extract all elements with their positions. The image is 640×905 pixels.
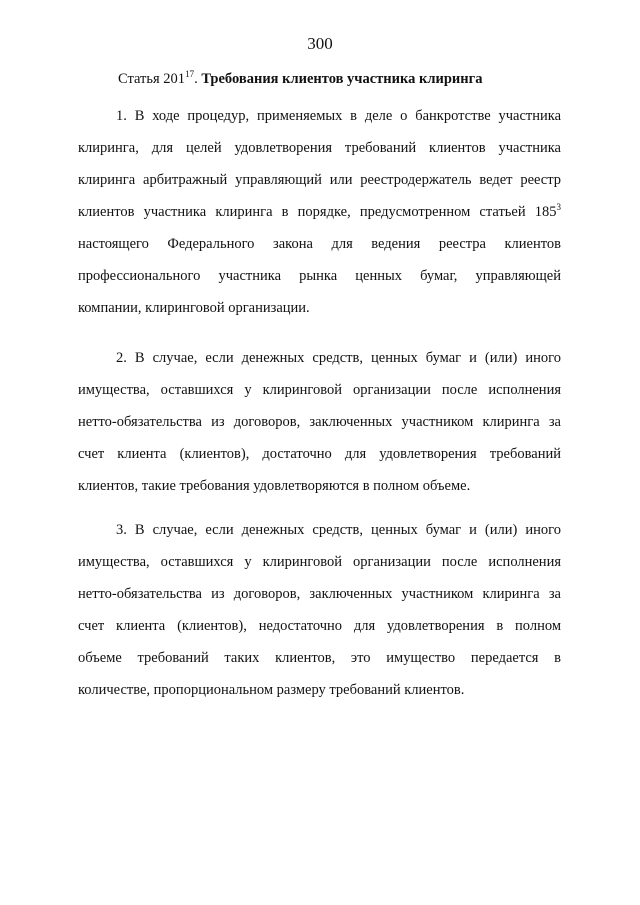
paragraph-line: клиентов, такие требования удовлетворяются в полном объеме.	[78, 478, 471, 494]
paragraph-line: компании, клиринговой организации.	[78, 300, 310, 316]
paragraph-line: 2. В случае, если денежных средств, ценных бумаг и (или) иного	[116, 350, 561, 366]
paragraph-1	[78, 100, 561, 324]
article-number-superscript: 17	[185, 69, 195, 79]
paragraph-line: счет клиента (клиентов), недостаточно для удовлетворения в полном	[78, 618, 561, 634]
paragraph-line: клиринга арбитражный управляющий или реестродержатель ведет реестр	[78, 172, 561, 188]
paragraph-line: счет клиента (клиентов), достаточно для удовлетворения требований	[78, 446, 561, 462]
paragraph-line-text: клиентов участника клиринга в порядке, предусмотренном статьей 185	[78, 204, 557, 220]
paragraph-3	[78, 514, 561, 706]
article-title: Требования клиентов участника клиринга	[201, 71, 483, 87]
paragraph-line: количестве, пропорциональном размеру требований клиентов.	[78, 682, 465, 698]
paragraph-line: имущества, оставшихся у клиринговой организации после исполнения	[78, 554, 561, 570]
paragraph-line	[78, 196, 561, 228]
article-number: Статья 201	[118, 71, 186, 87]
article-heading-dot: .	[194, 71, 202, 87]
paragraph-2	[78, 342, 561, 502]
paragraph-line: клиринга, для целей удовлетворения требований клиентов участника	[78, 140, 561, 156]
paragraph-line: имущества, оставшихся у клиринговой организации после исполнения	[78, 382, 561, 398]
article-heading	[118, 70, 482, 88]
page-number: 300	[307, 34, 333, 53]
paragraph-line: нетто-обязательства из договоров, заключенных участником клиринга за	[78, 414, 561, 430]
paragraph-line: 1. В ходе процедур, применяемых в деле о банкротстве участника	[116, 108, 561, 124]
article-ref-superscript: 3	[556, 202, 561, 212]
paragraph-line: нетто-обязательства из договоров, заключенных участником клиринга за	[78, 586, 561, 602]
paragraph-line: 3. В случае, если денежных средств, ценных бумаг и (или) иного	[116, 522, 561, 538]
paragraph-line: объеме требований таких клиентов, это имущество передается в	[78, 650, 561, 666]
paragraph-line: профессионального участника рынка ценных бумаг, управляющей	[78, 268, 561, 284]
paragraph-line: настоящего Федерального закона для ведения реестра клиентов	[78, 236, 561, 252]
